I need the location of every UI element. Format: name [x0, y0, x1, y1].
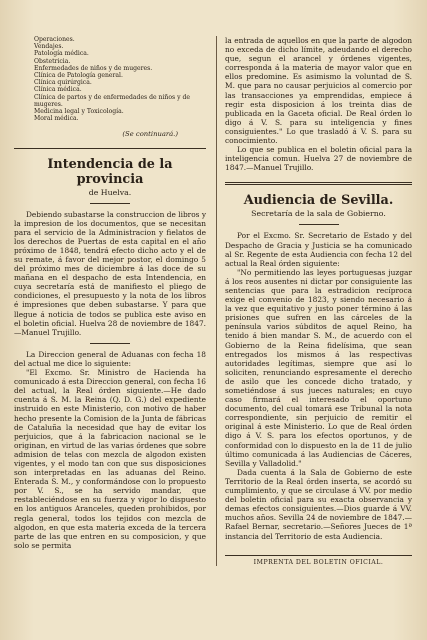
list-item: Medicina legal y Toxicología.	[34, 108, 124, 116]
section-divider	[14, 148, 206, 149]
paragraph-aduanas-intro: La Direccion general de Aduanas con fecha 18 del actual me dice lo siguiente:	[14, 349, 206, 368]
course-list	[14, 36, 206, 122]
paragraph-real-orden-portugal: "No permitiendo las leyes portuguesas juzgar á los reos ausentes ni dictar por consiguiente las sentencias que para la estradicion recíproca exige el convenio de 1823, y siendo necesario á la vez que equitativo y justo poner término á las prisiones que sufren en las cárceles de la península varios súbditos de aquel Reino, ha tenido á bien mandar S. M., de acuerdo con el Gobierno de la Reina fidelísima, que sean entregados los mismos á las respectivas autoridades legítimas, siempre que así lo soliciten, renunciando espresamente el derecho de asilo que les concede dicho tratado, y sometiéndose á sus jueces naturales; en cuyo caso firmará el interesado el oportuno documento, del cual tomará ese Tribunal la nota correspondiente, sin perjuicio de remitir el original á este Ministerio. Lo que de Real órden digo á V. S. para los efectos oportunos, y de conformidad con lo dispuesto en la de 11 de julio último comunicada á las Audiencias de Cáceres, Sevilla y Valladolid."	[225, 267, 412, 468]
paragraph-continuation: la entrada de aquellos en que la parte de algodon no exceda de dicho límite, adeudando el derecho que, segun el arancel y órdenes vigentes, corresponda á la materia de mayor valor que en ellos predomine. Es asimismo la voluntad de S. M. que para no causar perjuicios al comercio por las transacciones ya emprendidas, empiece á regir esta disposicion á los treinta dias de publicada en la Gaceta oficial. De Real órden lo digo á V. S. para su inteligencia y fines consiguientes." Lo que trasladó á V. S. para su conocimiento.	[225, 36, 412, 146]
list-item: Operaciones.	[34, 36, 75, 43]
left-column	[14, 36, 210, 566]
section-title-intendencia: Intendencia de la provincia	[47, 156, 173, 187]
section-title-audiencia: Audiencia de Sevilla.	[243, 193, 394, 209]
list-item: Patología médica.	[34, 50, 89, 58]
list-item: Enfermedades de niños y de mugeres.	[34, 64, 153, 72]
paragraph-publication-note: Lo que se publica en el boletin oficial para la inteligencia comun. Huelva 27 de noviembre de 1847.—Manuel Trujillo.	[225, 145, 412, 173]
list-item: Obstetricia.	[34, 57, 71, 65]
double-divider	[225, 182, 412, 185]
list-item: Moral médica.	[34, 115, 79, 123]
short-divider	[90, 343, 130, 344]
paragraph-subasta: Debiendo subastarse la construccion de libros y la impresion de los documentos, que se necesitan para el servicio de la Administracion y fielatos de los derechos de Puertas de esta capital en el año próximo de 1848, tendrá efecto dicho acto y el de su remate, á favor del mejor postor, el domingo 5 del próximo mes de diciembre á las doce de su mañana en el despacho de esta Intendencia, en cuya secretaría está de manifiesto el pliego de condiciones, el presupuesto y la nota de los libros é impresiones que deben subastarse. Y para que llegue á noticia de todos se publica este aviso en el boletin oficial. Huelva 28 de noviembre de 1847.—Manuel Trujillo.	[14, 209, 206, 337]
short-divider	[299, 224, 339, 225]
right-column	[216, 36, 412, 566]
continued-note: (Se continuará.)	[122, 130, 178, 139]
section-subtitle-huelva: de Huelva.	[88, 187, 132, 197]
short-divider	[90, 203, 130, 204]
list-item: Clínica de Patología general.	[34, 72, 123, 80]
two-column-layout	[14, 36, 415, 566]
paragraph-gracia-justicia: Por el Excmo. Sr. Secretario de Estado y del Despacho de Gracia y Justicia se ha comunicado al Sr. Regente de esta Audiencia con fecha 12 del actual la Real órden siguiente:	[225, 231, 412, 268]
paragraph-real-orden-hacienda: "El Excmo. Sr. Ministro de Hacienda ha comunicado á esta Direccion general, con fecha 16 del actual, la Real órden siguiente.—He dado cuenta á S. M. la Reina (Q. D. G.) del expediente instruido en este Ministerio, con motivo de haber hecho presente la Comision de la Junta de fábricas de Cataluña la necesidad que hay de evitar los perjuicios, que á la fabricacion nacional se le originan, en virtud de las varias órdenes que sobre admision de telas con mezcla de algodon existen vigentes, y el modo tan con que sus disposiciones son interpretadas en las aduanas del Reino. Enterada S. M., y conformándose con lo propuesto por V. S., se ha servido mandar, que restableciéndose en su fuerza y vigor lo dispuesto en los antiguos Aranceles, queden prohibidos, por regla general, todos los tejidos con mezcla de algodon, en que esta materia exceda de la tercera parte de las que entren en su composicion, y que solo se permita	[14, 368, 206, 550]
list-item: Clínica quirúrgica.	[34, 79, 92, 87]
printer-footer: IMPRENTA DEL BOLETIN OFICIAL.	[225, 555, 412, 566]
list-item: Clínica médica.	[34, 86, 82, 94]
list-item: Clínica de partos y de enfermedades de niños y de	[34, 93, 190, 101]
list-item: Vendajes.	[34, 43, 64, 51]
section-subtitle-secretaria: Secretaría de la sala de Gobierno.	[251, 209, 386, 219]
list-item: mugeres.	[34, 100, 63, 108]
paragraph-sala-gobierno: Dada cuenta á la Sala de Gobierno de este Territorio de la Real órden inserta, se acordó su cumplimiento, y que se circulase á VV. por medio del boletin oficial para su exacta observancia y demas efectos consiguientes.—Dios guarde á VV. muchos años. Sevilla 24 de noviembre de 1847.—Rafael Bernar, secretario.—Señores Jueces de 1ª instancia del Territorio de esta Audiencia.	[225, 467, 412, 541]
